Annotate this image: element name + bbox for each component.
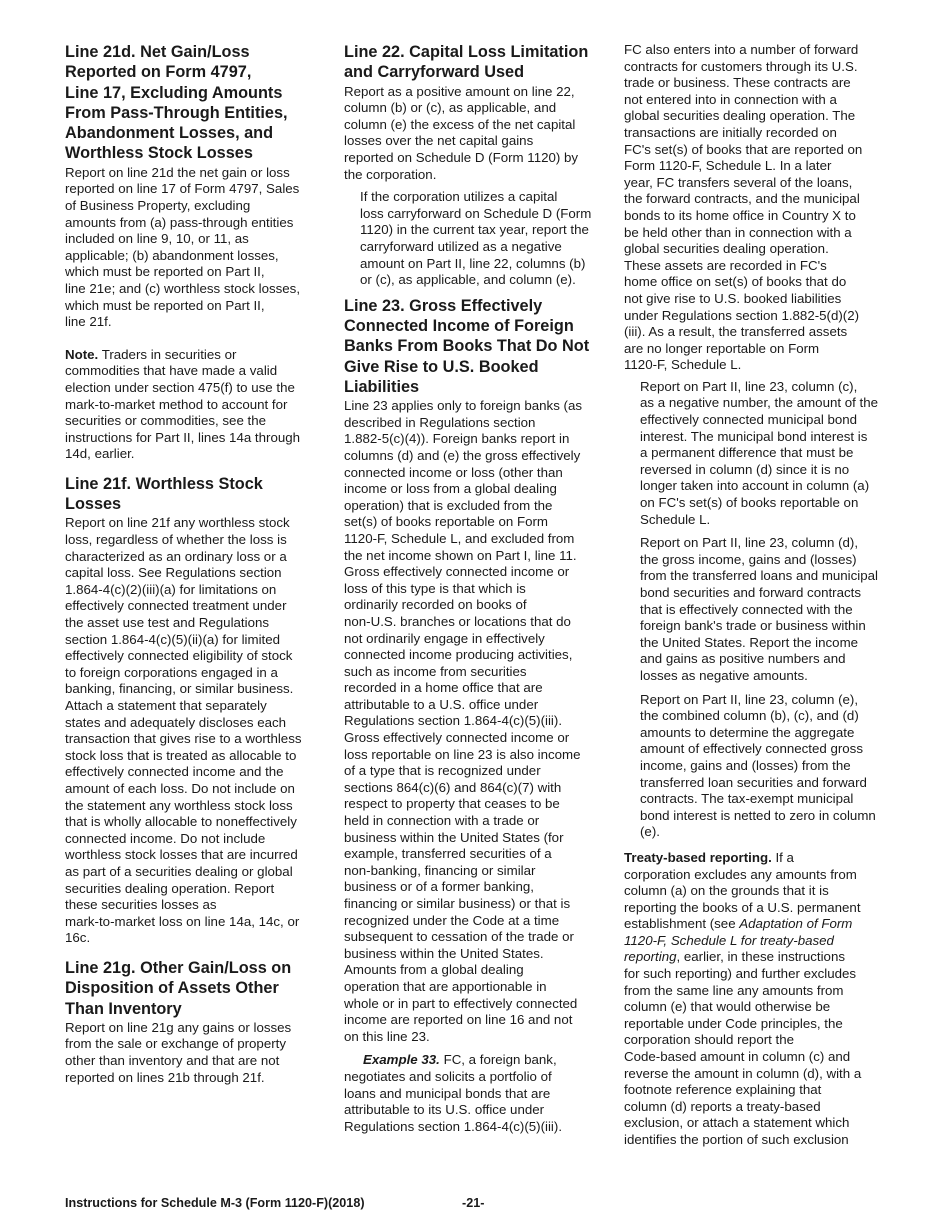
paragraph-fc-forward-contracts: FC also enters into a number of forward contracts for customers through its U.S. trade or business. These contracts are not entered into in connection with a global securities dealing operation. The transactions are initially recorded on FC's set(s) of books that are reported on Form 1120-F, Schedule L. In a later year, FC transfers several of the loans, the forward contracts, and the municipal bonds to its home office in Country X to be held other than in connection with a global securities dealing operation. These assets are recorded in FC's home office on set(s) of books that do not give rise to U.S. booked liabilities under Regulations section 1.882-5(d)(2) (iii). As a result, the transferred assets are no longer reportable on Form 1120-F, Schedule L. [624, 42, 863, 373]
paragraph-line-22a: Report as a positive amount on line 22, column (b) or (c), as applicable, and column (e) the excess of the net capital losses over the net capital gains reported on Schedule D (Form 1120) by the corporation. [344, 83, 579, 182]
example-33-label: Example 33. [363, 1052, 440, 1068]
column-3 [624, 42, 888, 1160]
treaty-label: Treaty-based reporting. [624, 849, 772, 865]
heading-line-21g: Line 21g. Other Gain/Loss on Disposition of Assets Other Than Inventory [65, 958, 292, 1018]
column-1 [65, 40, 327, 1097]
heading-line-23: Line 23. Gross Effectively Connected Income of Foreign Banks From Books That Do Not Give Rise to U.S. Booked Liabilities [344, 296, 590, 396]
paragraph-column-d: Report on Part II, line 23, column (d), the gross income, gains and (losses) from the transferred loans and municipal bond securities and forward contracts that is effectively connected with the foreign bank's trade or business within the United States. Report the income and gains as positive numbers and losses as negative amounts. [640, 535, 878, 683]
paragraph-line-21d: Report on line 21d the net gain or loss reported on line 17 of Form 4797, Sales of Business Property, excluding amounts from (a) pass-through entities included on line 9, 10, or 11, as applicable; (b) abandonment losses, which must be reported on Part II, line 21e; and (c) worthless stock losses, which must be reported on Part II, line 21f. [65, 164, 301, 330]
paragraph-column-e: Report on Part II, line 23, column (e), the combined column (b), (c), and (d) amounts to determine the aggregate amount of effectively connected gross income, gains and (losses) from the transferred loan securities and forward contracts. The tax-exempt municipal bond interest is netted to zero in column (e). [640, 691, 876, 840]
heading-line-21d: Line 21d. Net Gain/Loss Reported on Form 4797, Line 17, Excluding Amounts From Pass-Through Entities, Abandonment Losses, and Worthless Stock Losses [65, 43, 288, 163]
paragraph-line-23: Line 23 applies only to foreign banks (as described in Regulations section 1.882-5(c)(4)). Foreign banks report in columns (d) and (e) the gross effectively connected income or loss (other than income or loss from a global dealing operation) that is excluded from the set(s) of books reportable on Form 1120-F, Schedule L, and excluded from the net income shown on Part I, line 11. Gross effectively connected income or loss of this type is that which is ordinarily recorded on books of non-U.S. branches or locations that do not ordinarily engage in effectively connected income producing activities, such as income from securities recorded in a home office that are attributable to a U.S. office under Regulations section 1.864-4(c)(5)(iii). Gross effectively connected income or loss reportable on line 23 is also income of a type that is recognized under sections 864(c)(6) and 864(c)(7) with respect to property that ceases to be held in connection with a trade or business within the United States (for example, transferred securities of a non-banking, financing or similar business or of a former banking, financing or similar business) or that is recognized under the Code at a time subsequent to cessation of the trade or business within the United States. Amounts from a global dealing operation that are apportionable in whole or in part to effectively connected income are reported on line 16 and not on this line 23. [344, 398, 583, 1044]
page-number: -21- [462, 1196, 485, 1210]
paragraph-column-c: Report on Part II, line 23, column (c), as a negative number, the amount of the effectively connected municipal bond interest. The municipal bond interest is a permanent difference that must be reversed in column (d) since it is no longer taken into account in column (a) on FC's set(s) of books reportable on Schedule L. [640, 378, 879, 527]
paragraph-treaty-based-reporting: Treaty-based reporting. If a corporation excludes any amounts from column (a) on the grounds that it is reporting the books of a U.S. permanent establishment (see Adaptation of Form 1120-F, Schedule L for treaty-based reporting, earlier, in these instructions for such reporting) and further excludes from the same line any amounts from column (e) that would otherwise be reportable under Code principles, the corporation should report the Code-based amount in column (c) and reverse the amount in column (d), with a footnote reference explaining that column (d) reports a treaty-based exclusion, or attach a statement which identifies the portion of such exclusion [624, 849, 862, 1147]
heading-line-22: Line 22. Capital Loss Limitation and Carryforward Used [344, 43, 589, 82]
treaty-reference-italic: Adaptation of Form [739, 916, 853, 932]
paragraph-line-21f: Report on line 21f any worthless stock loss, regardless of whether the loss is characterized as an ordinary loss or a capital loss. See Regulations section 1.864-4(c)(2)(iii)(a) for limitations on effectively connected treatment under the asset use test and Regulations section 1.864-4(c)(5)(ii)(a) for limited effectively connected eligibility of stock to foreign corporations engaged in a banking, financing, or similar business. Attach a statement that separately states and adequately discloses each transaction that gives rise to a worthless stock loss that is treated as allocable to effectively connected income and the amount of each loss. Do not include on the statement any worthless stock loss that is wholly allocable to noneffectively connected income. Do not include worthless stock losses that are incurred as part of a securities dealing or global securities dealing operation. Report these securities losses as mark-to-market loss on line 14a, 14c, or 16c. [65, 515, 302, 946]
footer-title: Instructions for Schedule M-3 (Form 1120-F)(2018) [65, 1196, 365, 1210]
note-paragraph: Note. Traders in securities or commodities that have made a valid election under section 475(f) to use the mark-to-market method to account for securities or commodities, see the instructions for Part II, lines 14a through 14d, earlier. [65, 346, 301, 462]
column-2 [344, 40, 606, 1146]
paragraph-line-21g: Report on line 21g any gains or losses from the sale or exchange of property other than inventory and that are not reported on lines 21b through 21f. [65, 1019, 292, 1085]
note-label: Note. [65, 346, 99, 362]
heading-line-21f: Line 21f. Worthless Stock Losses [65, 474, 263, 514]
paragraph-line-22b: If the corporation utilizes a capital loss carryforward on Schedule D (Form 1120) in the current tax year, report the carryforward utilized as a negative amount on Part II, line 22, columns (b) or (c), as applicable, and column (e). [360, 189, 592, 288]
example-33: Example 33. FC, a foreign bank, negotiates and solicits a portfolio of loans and municipal bonds that are attributable to its U.S. office under Regulations section 1.864-4(c)(5)(iii). [344, 1052, 563, 1134]
